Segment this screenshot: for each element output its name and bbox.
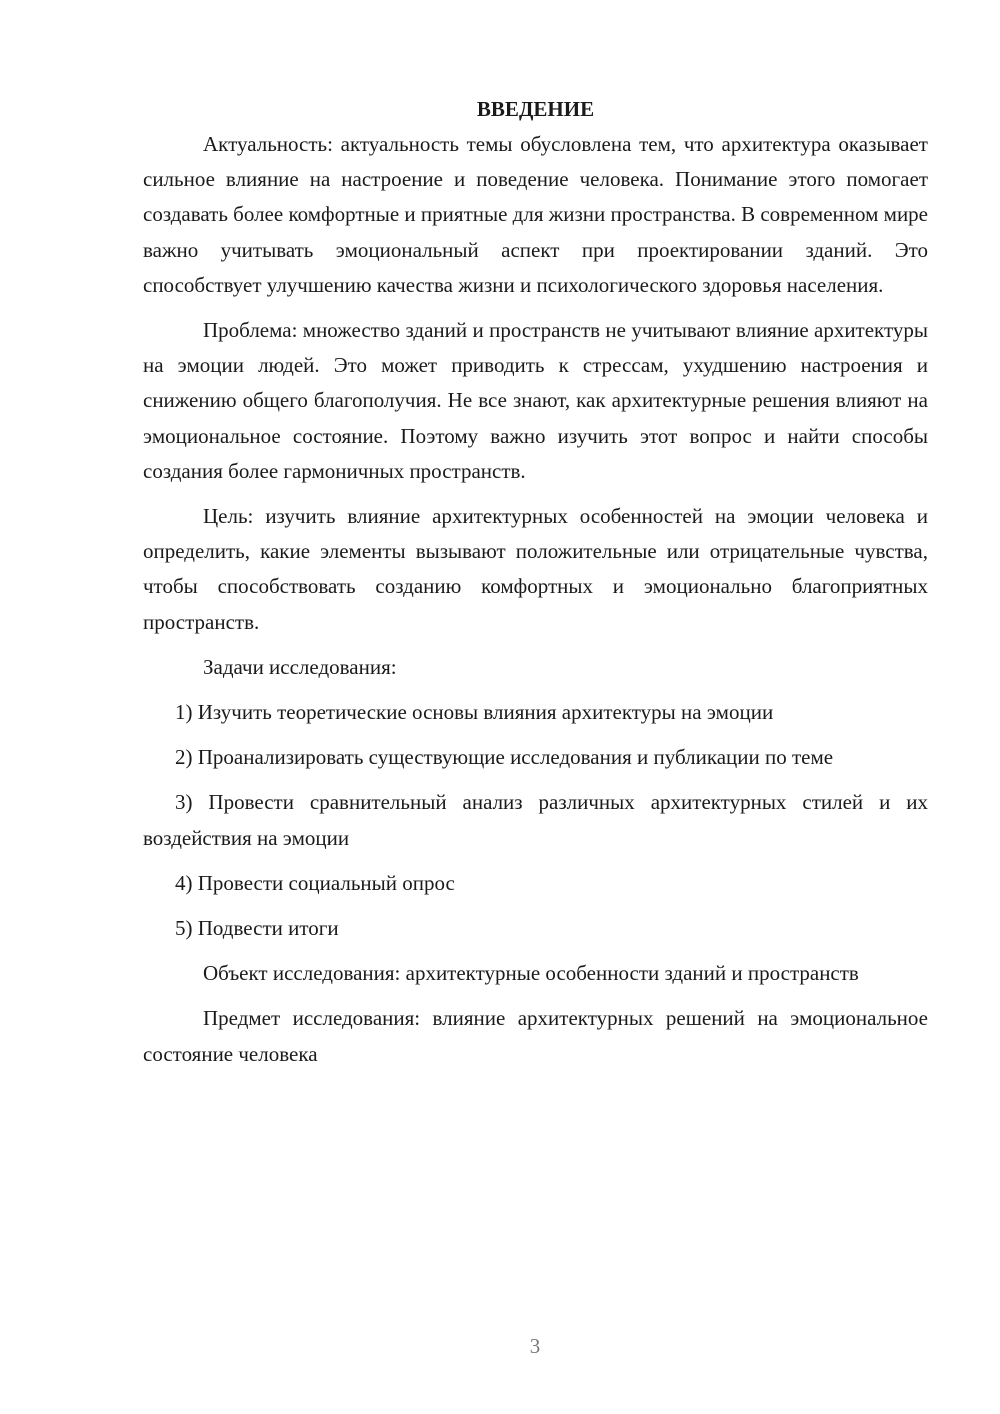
problem-paragraph: Проблема: множество зданий и пространств не учитывают влияние архитектуры на эмоции людей. Это может приводить к стрессам, ухудшению настроения и снижению общего благополучия. Не все знают, как архитектурные решения влияют на эмоциональное состояние. Поэтому важно изучить этот вопрос и найти способы создания более гармоничных пространств. bbox=[143, 318, 928, 483]
task-item: 4) Провести социальный опрос bbox=[175, 870, 455, 895]
page-title: ВВЕДЕНИЕ bbox=[476, 97, 595, 121]
subject-paragraph: Предмет исследования: влияние архитектурных решений на эмоциональное состояние человека bbox=[143, 1006, 928, 1066]
goal-paragraph: Цель: изучить влияние архитектурных особенностей на эмоции человека и определить, какие элементы вызывают положительные или отрицательные чувства, чтобы способствовать созданию комфортных и эмоционально благоприятных пространств. bbox=[143, 504, 928, 634]
task-item: 3) Провести сравнительный анализ различных архитектурных стилей и их воздействия на эмоции bbox=[143, 790, 928, 850]
relevance-paragraph: Актуальность: актуальность темы обусловлена тем, что архитектура оказывает сильное влияние на настроение и поведение человека. Понимание этого помогает создавать более комфортные и приятные для жизни пространства. В современном мире важно учитывать эмоциональный аспект при проектировании зданий. Это способствует улучшению качества жизни и психологического здоровья населения. bbox=[143, 132, 928, 297]
document-page bbox=[143, 92, 928, 1072]
task-item: 1) Изучить теоретические основы влияния архитектуры на эмоции bbox=[175, 700, 774, 725]
object-paragraph: Объект исследования: архитектурные особенности зданий и пространств bbox=[203, 961, 859, 986]
task-item: 5) Подвести итоги bbox=[175, 916, 339, 941]
page-number: 3 bbox=[529, 1334, 541, 1358]
tasks-heading: Задачи исследования: bbox=[203, 654, 397, 679]
task-item: 2) Проанализировать существующие исследования и публикации по теме bbox=[175, 745, 834, 770]
